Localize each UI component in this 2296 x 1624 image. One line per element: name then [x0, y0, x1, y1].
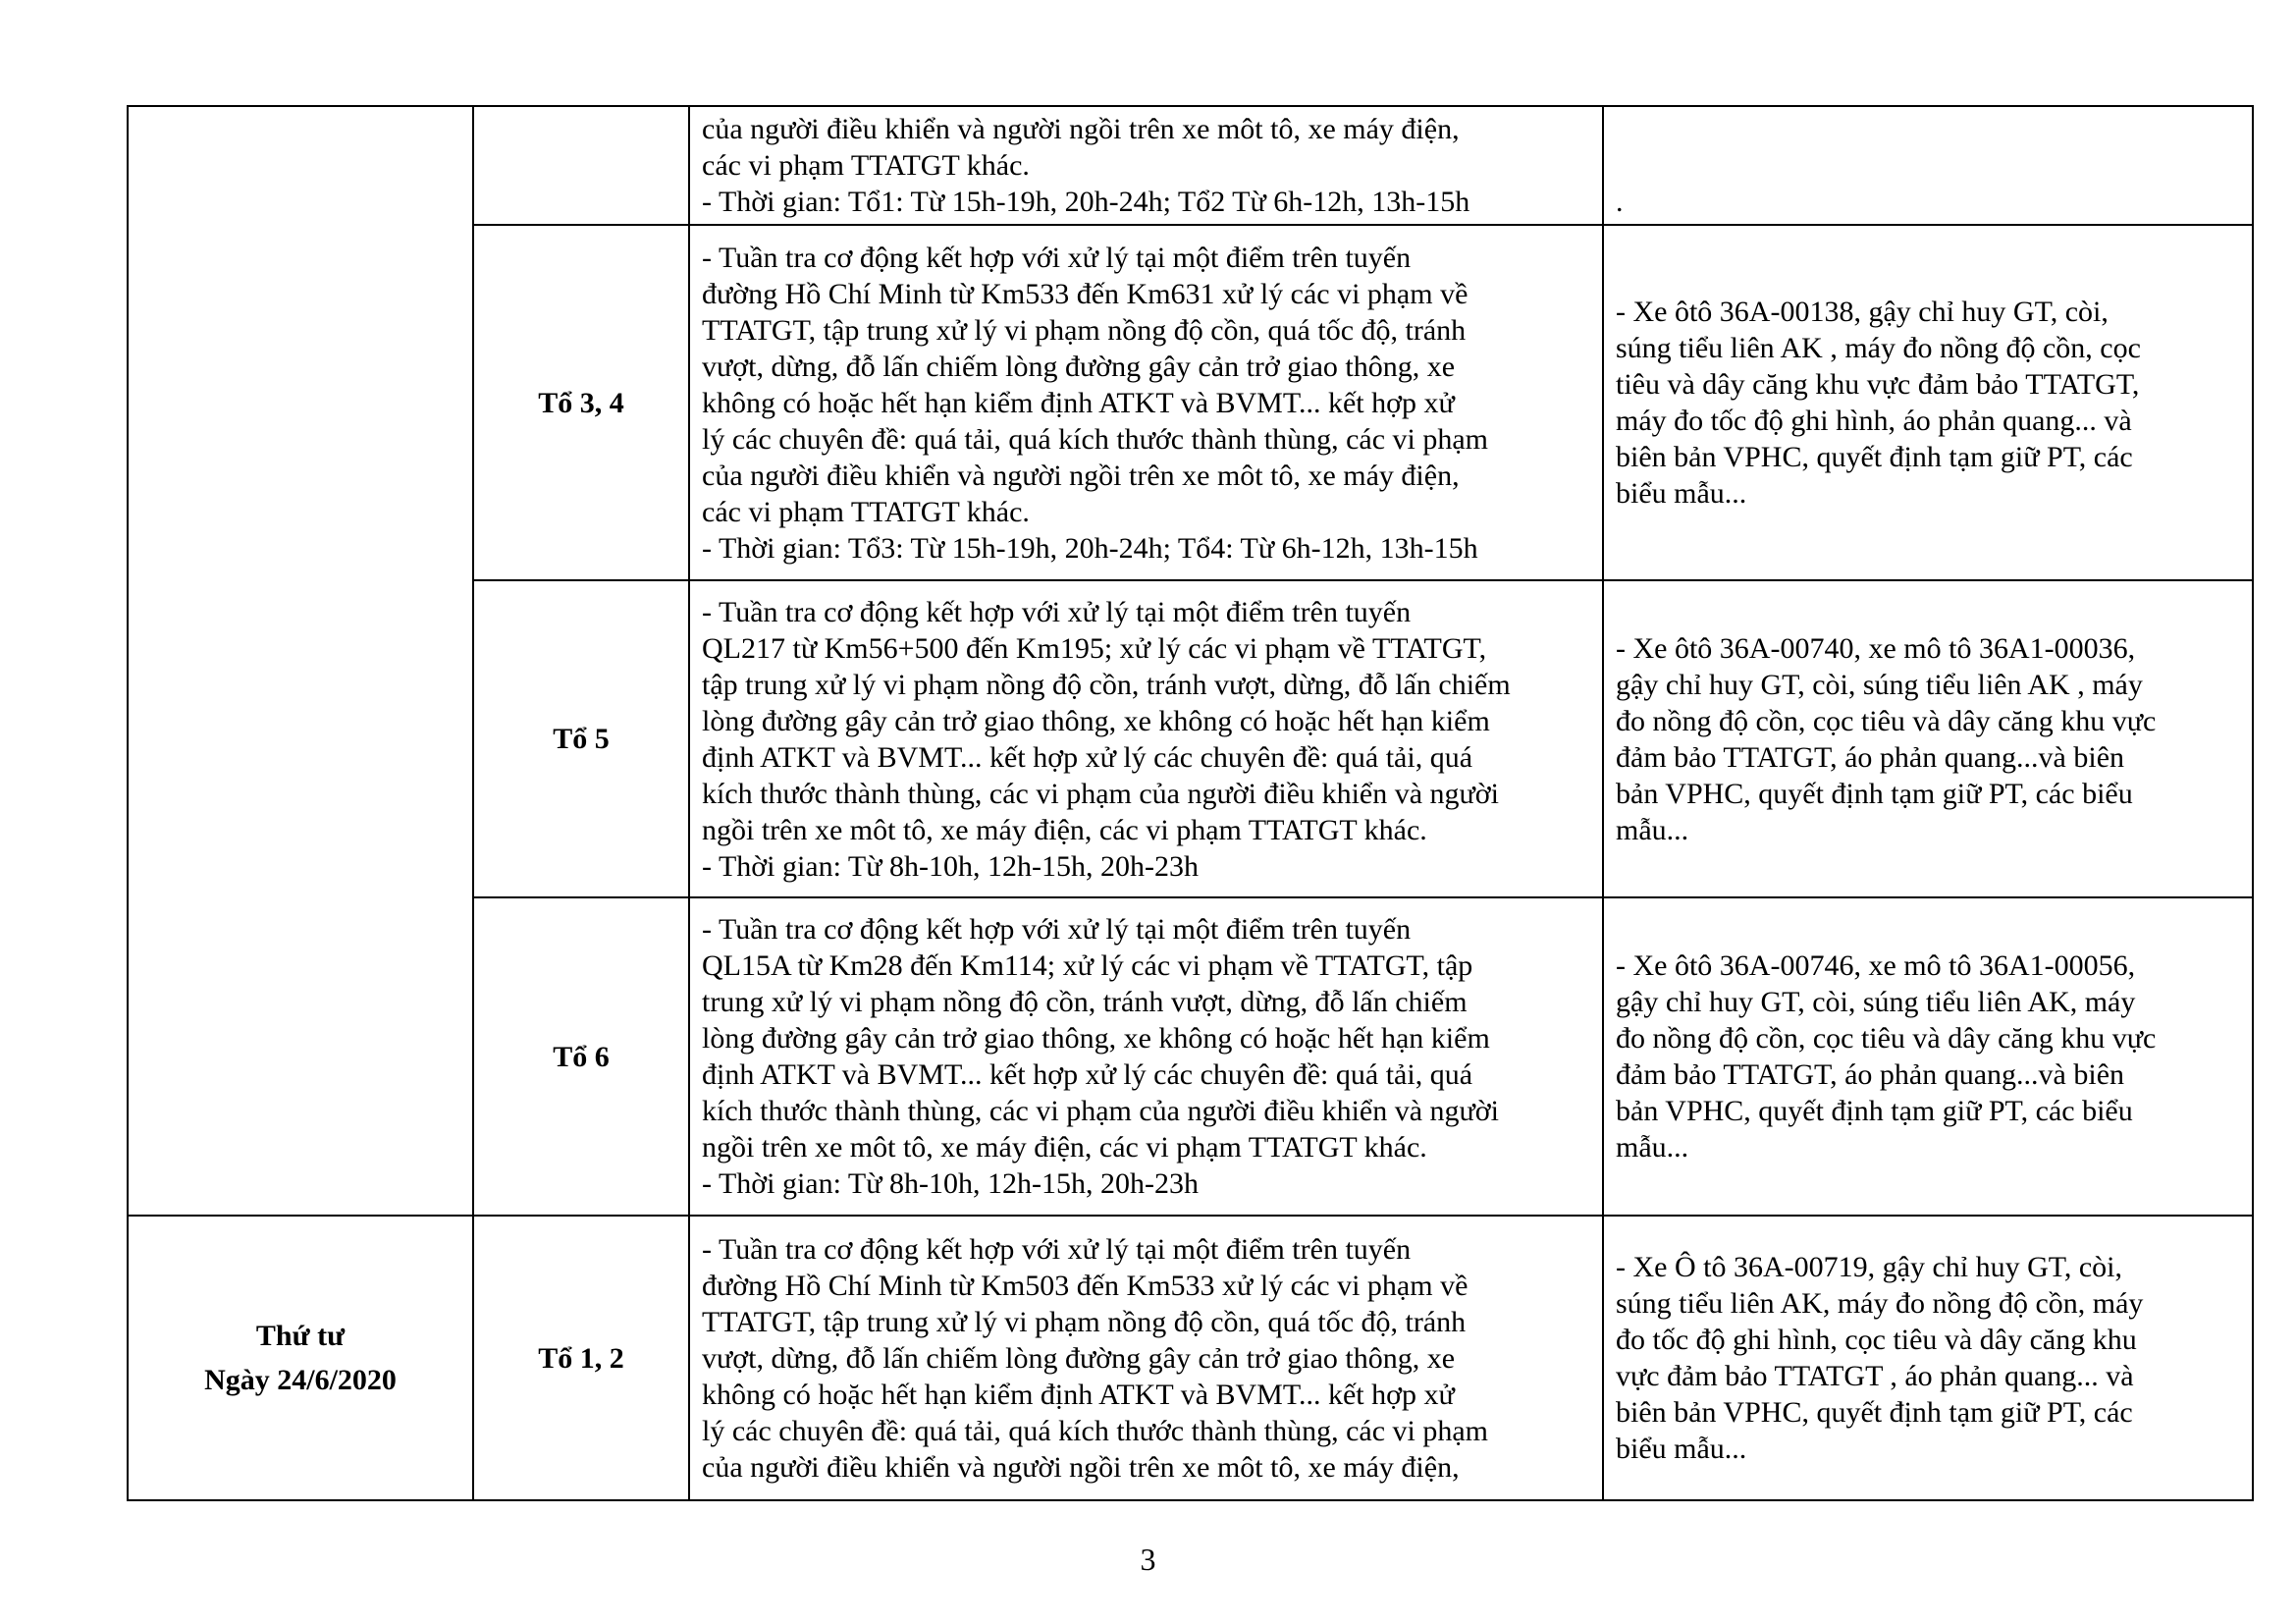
task-cell [689, 1216, 1603, 1500]
text-line: ngồi trên xe môt tô, xe máy điện, các vi phạm TTATGT khác. [702, 1131, 1427, 1164]
text-line: QL15A từ Km28 đến Km114; xử lý các vi phạm về TTATGT, tập [702, 949, 1473, 982]
text-line: gậy chỉ huy GT, còi, súng tiểu liên AK, máy [1616, 986, 2136, 1018]
text-line: QL217 từ Km56+500 đến Km195; xử lý các vi phạm về TTATGT, [702, 631, 1487, 665]
text-line: TTATGT, tập trung xử lý vi phạm nồng độ cồn, quá tốc độ, tránh [702, 1305, 1467, 1338]
text-line: kích thước thành thùng, các vi phạm của người điều khiển và người [702, 777, 1500, 810]
text-line: trung xử lý vi phạm nồng độ cồn, tránh vượt, dừng, đỗ lấn chiếm [702, 986, 1468, 1018]
text-line: ngồi trên xe môt tô, xe máy điện, các vi phạm TTATGT khác. [702, 813, 1427, 846]
text-line: súng tiểu liên AK, máy đo nồng độ cồn, máy [1616, 1287, 2144, 1320]
text-line: đảm bảo TTATGT, áo phản quang...và biên [1616, 740, 2125, 774]
day-label: Thứ tư [255, 1320, 346, 1352]
team-cell: Tổ 5 [473, 580, 689, 897]
text-line: đo nồng độ cồn, cọc tiêu và dây căng khu vực [1616, 1022, 2157, 1055]
text-line: định ATKT và BVMT... kết hợp xử lý các chuyên đề: quá tải, quá [702, 740, 1473, 774]
text-line: đảm bảo TTATGT, áo phản quang...và biên [1616, 1058, 2125, 1091]
text-line: gậy chỉ huy GT, còi, súng tiểu liên AK , máy [1616, 668, 2143, 701]
text-line: súng tiểu liên AK , máy đo nồng độ cồn, cọc [1616, 332, 2141, 364]
text-line: bản VPHC, quyết định tạm giữ PT, các biểu [1616, 1095, 2133, 1127]
equipment-cell [1603, 225, 2253, 580]
text-line: máy đo tốc độ ghi hình, áo phản quang... và [1616, 405, 2132, 437]
text-line: lòng đường gây cản trở giao thông, xe không có hoặc hết hạn kiểm [702, 1022, 1490, 1055]
text-line: đường Hồ Chí Minh từ Km533 đến Km631 xử lý các vi phạm về [702, 277, 1468, 310]
text-line: - Xe ôtô 36A-00138, gậy chỉ huy GT, còi, [1616, 296, 2109, 328]
team-cell: Tổ 6 [473, 897, 689, 1216]
text-line: biểu mẫu... [1616, 477, 1747, 510]
text-line: - Thời gian: Từ 8h-10h, 12h-15h, 20h-23h [702, 1167, 1199, 1200]
equipment-cell [1603, 580, 2253, 897]
equipment-cell [1603, 1216, 2253, 1500]
date-label: Ngày 24/6/2020 [204, 1364, 397, 1396]
text-line: - Tuần tra cơ động kết hợp với xử lý tại một điểm trên tuyến [702, 595, 1412, 628]
equipment-cell [1603, 897, 2253, 1216]
text-line: lý các chuyên đề: quá tải, quá kích thước thành thùng, các vi phạm [702, 422, 1489, 456]
text-line: TTATGT, tập trung xử lý vi phạm nồng độ cồn, quá tốc độ, tránh [702, 313, 1467, 347]
text-line: các vi phạm TTATGT khác. [702, 495, 1030, 528]
text-line: biên bản VPHC, quyết định tạm giữ PT, các [1616, 1396, 2133, 1429]
team-cell: Tổ 1, 2 [473, 1216, 689, 1500]
text-line: vực đảm bảo TTATGT , áo phản quang... và [1616, 1360, 2134, 1392]
task-cell [689, 580, 1603, 897]
text-line: không có hoặc hết hạn kiểm định ATKT và BVMT... kết hợp xử [702, 386, 1455, 419]
text-line: - Tuần tra cơ động kết hợp với xử lý tại một điểm trên tuyến [702, 1232, 1412, 1266]
text-line: mẫu... [1616, 813, 1689, 846]
text-line: - Xe ôtô 36A-00746, xe mô tô 36A1-00056, [1616, 949, 2136, 982]
text-line: kích thước thành thùng, các vi phạm của người điều khiển và người [702, 1095, 1500, 1127]
text-line: - Tuần tra cơ động kết hợp với xử lý tại một điểm trên tuyến [702, 241, 1412, 274]
text-line: tiêu và dây căng khu vực đảm bảo TTATGT, [1616, 368, 2140, 401]
team-cell [473, 106, 689, 225]
text-line: đo nồng độ cồn, cọc tiêu và dây căng khu vực [1616, 704, 2157, 737]
text-line: - Thời gian: Tổ3: Từ 15h-19h, 20h-24h; Tổ4: Từ 6h-12h, 13h-15h [702, 531, 1478, 565]
table-row [128, 1216, 2253, 1500]
text-line: . [1616, 186, 1624, 218]
task-cell [689, 225, 1603, 580]
text-line: đường Hồ Chí Minh từ Km503 đến Km533 xử lý các vi phạm về [702, 1269, 1468, 1302]
text-line: không có hoặc hết hạn kiểm định ATKT và BVMT... kết hợp xử [702, 1378, 1455, 1411]
text-line: của người điều khiển và người ngồi trên xe môt tô, xe máy điện, [702, 113, 1460, 145]
text-line: của người điều khiển và người ngồi trên xe môt tô, xe máy điện, [702, 459, 1460, 492]
text-line: biên bản VPHC, quyết định tạm giữ PT, các [1616, 441, 2133, 473]
team-cell: Tổ 3, 4 [473, 225, 689, 580]
text-line: - Xe Ô tô 36A-00719, gậy chỉ huy GT, còi, [1616, 1251, 2123, 1283]
text-line: của người điều khiển và người ngồi trên xe môt tô, xe máy điện, [702, 1450, 1460, 1484]
text-line: các vi phạm TTATGT khác. [702, 149, 1030, 182]
text-line: vượt, dừng, đỗ lấn chiếm lòng đường gây cản trở giao thông, xe [702, 1341, 1456, 1375]
text-line: bản VPHC, quyết định tạm giữ PT, các biểu [1616, 777, 2133, 810]
text-line: mẫu... [1616, 1131, 1689, 1164]
table-body [128, 106, 2253, 1500]
text-line: vượt, dừng, đỗ lấn chiếm lòng đường gây cản trở giao thông, xe [702, 350, 1456, 383]
text-line: - Thời gian: Từ 8h-10h, 12h-15h, 20h-23h [702, 849, 1199, 883]
day-cell-continued [128, 106, 473, 1216]
day-cell [128, 1216, 473, 1500]
patrol-plan-table [127, 105, 2254, 1501]
task-cell [689, 897, 1603, 1216]
text-line: đo tốc độ ghi hình, cọc tiêu và dây căng khu [1616, 1324, 2137, 1356]
text-line: - Tuần tra cơ động kết hợp với xử lý tại một điểm trên tuyến [702, 913, 1412, 946]
equipment-cell [1603, 106, 2253, 225]
table-row [128, 106, 2253, 225]
text-line: định ATKT và BVMT... kết hợp xử lý các chuyên đề: quá tải, quá [702, 1058, 1473, 1091]
text-line: - Thời gian: Tổ1: Từ 15h-19h, 20h-24h; Tổ2 Từ 6h-12h, 13h-15h [702, 186, 1470, 218]
page-number: 3 [1140, 1542, 1156, 1577]
task-cell [689, 106, 1603, 225]
text-line: - Xe ôtô 36A-00740, xe mô tô 36A1-00036, [1616, 631, 2136, 665]
text-line: lý các chuyên đề: quá tải, quá kích thước thành thùng, các vi phạm [702, 1414, 1489, 1447]
text-line: biểu mẫu... [1616, 1433, 1747, 1465]
text-line: tập trung xử lý vi phạm nồng độ cồn, tránh vượt, dừng, đỗ lấn chiếm [702, 668, 1511, 701]
text-line: lòng đường gây cản trở giao thông, xe không có hoặc hết hạn kiểm [702, 704, 1490, 737]
